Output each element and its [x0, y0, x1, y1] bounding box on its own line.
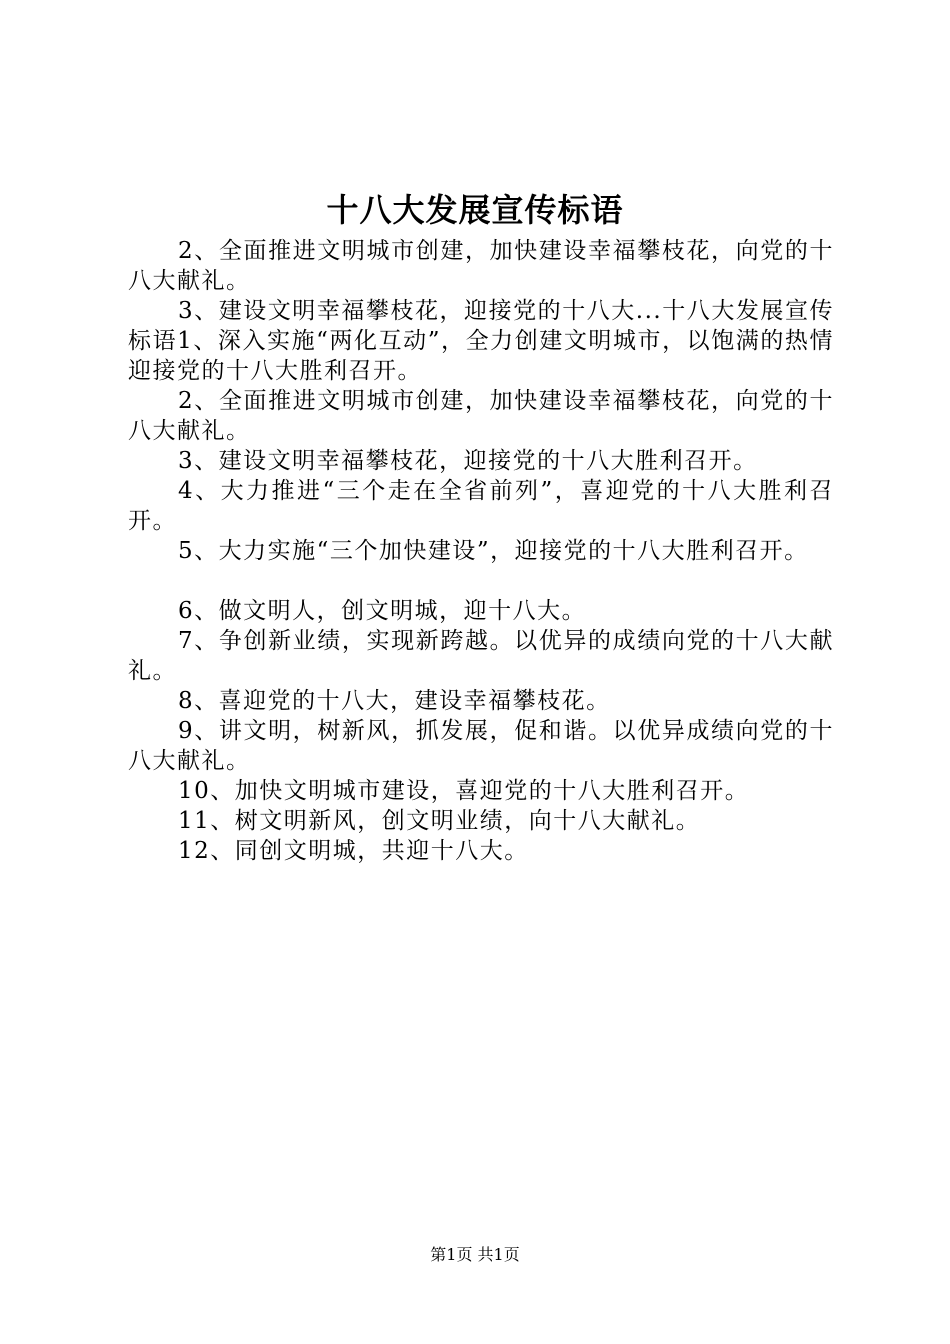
paragraph: 11、树文明新风，创文明业绩，向十八大献礼。: [178, 808, 701, 834]
document-title: 十八大发展宣传标语: [326, 191, 624, 229]
paragraph: 3、建设文明幸福攀枝花，迎接党的十八大...十八大发展宣传标语1、深入实施“两化互动”，全力创建文明城市，以饱满的热情迎接党的十八大胜利召开。: [128, 298, 834, 384]
paragraph: 8、喜迎党的十八大，建设幸福攀枝花。: [178, 688, 611, 714]
paragraph: 7、争创新业绩，实现新跨越。以优异的成绩向党的十八大献礼。: [128, 628, 834, 684]
paragraph: 4、大力推进“三个走在全省前列”，喜迎党的十八大胜利召开。: [128, 478, 834, 534]
paragraph: 9、讲文明，树新风，抓发展，促和谐。以优异成绩向党的十八大献礼。: [128, 718, 834, 774]
document-body: [128, 236, 834, 866]
paragraph: 5、大力实施“三个加快建设”，迎接党的十八大胜利召开。: [178, 538, 809, 564]
paragraph: 12、同创文明城，共迎十八大。: [178, 838, 529, 864]
paragraph: 2、全面推进文明城市创建，加快建设幸福攀枝花，向党的十八大献礼。: [128, 388, 834, 444]
paragraph: 10、加快文明城市建设，喜迎党的十八大胜利召开。: [178, 778, 750, 804]
paragraph: 3、建设文明幸福攀枝花，迎接党的十八大胜利召开。: [178, 448, 758, 474]
page-footer: 第1页 共1页: [430, 1245, 520, 1264]
paragraph: 6、做文明人，创文明城，迎十八大。: [178, 598, 587, 624]
paragraph: 2、全面推进文明城市创建，加快建设幸福攀枝花，向党的十八大献礼。: [128, 238, 834, 294]
